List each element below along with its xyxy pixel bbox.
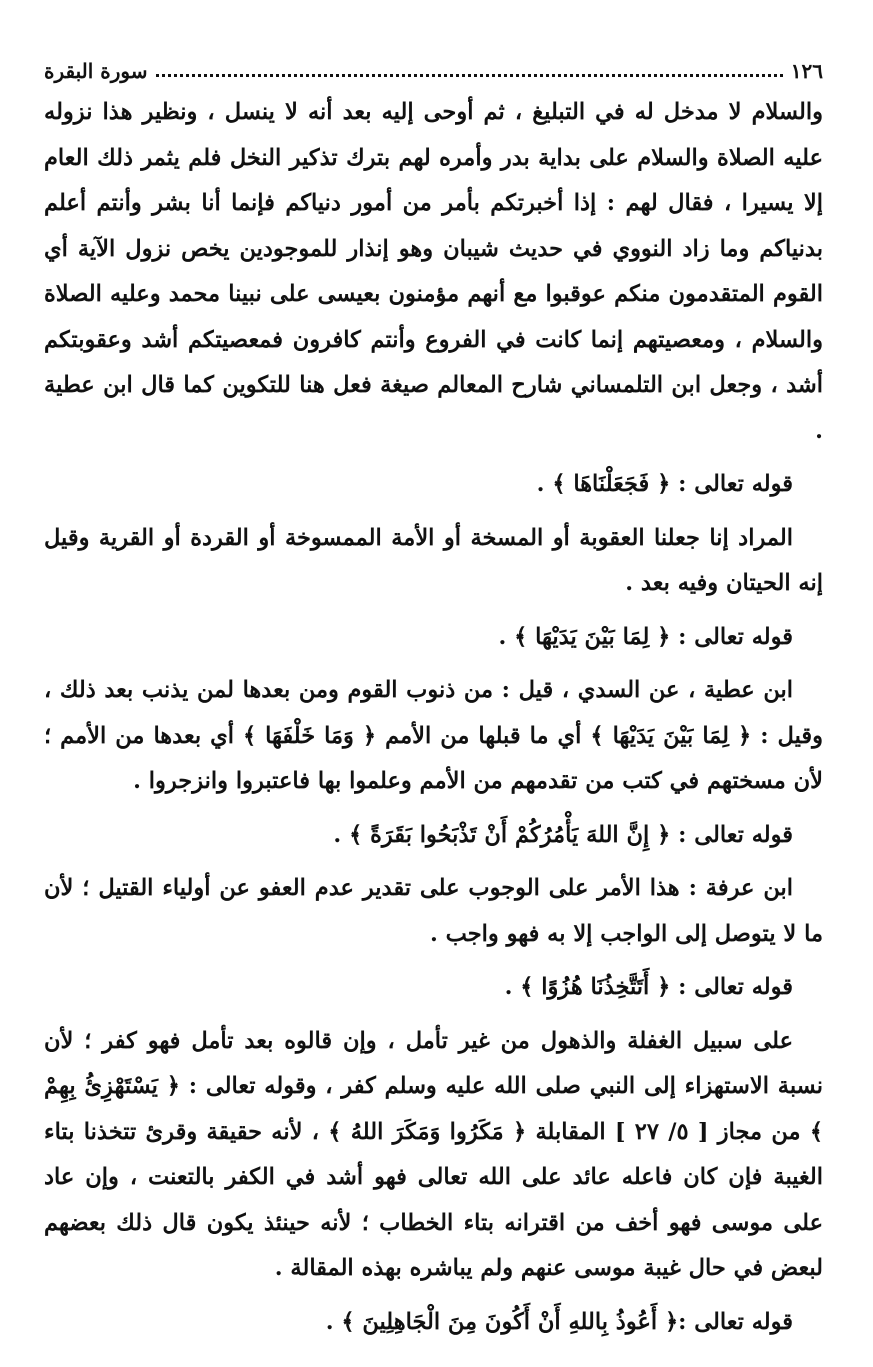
verse-heading-lima-bayna: قوله تعالى : ﴿ لِمَا بَيْنَ يَدَيْهَا ﴾ . (498, 623, 793, 650)
header-dotted-leader (156, 74, 783, 77)
page-number: ١٢٦ (790, 59, 823, 83)
paragraph-intro: والسلام لا مدخل له في التبليغ ، ثم أوحى إليه بعد أنه لا ينسل ، ونظير هذا نزوله عليه الصلاة والسلام على بداية بدر وأمره لهم بترك تذكير النخل فلم يثمر ذلك العام إلا يسيرا ، فقال لهم : إذا أخبرتكم بأمر من أمور دنياكم فإنما أنا بشر وأنتم أعلم بدنياكم وما زاد النووي في حديث شيبان وهو إنذار للموجودين يخص نزول الآية أي القوم المتقدمون منكم عوقبوا مع أنهم مؤمنون بعيسى على نبينا محمد وعليه الصلاة والسلام ، ومعصيتهم إنما كانت في الفروع وأنتم كافرون فمعصيتكم أشد وعقوبتكم أشد ، وجعل ابن التلمساني شارح المعالم صيغة فعل هنا للتكوين كما قال ابن عطية . (44, 99, 823, 444)
page-header (44, 52, 823, 90)
surah-title: سورة البقرة (44, 59, 148, 83)
paragraph-ibn-atiyya: ابن عطية ، عن السدي ، قيل : من ذنوب القوم ومن بعدها لمن يذنب بعد ذلك ، وقيل : ﴿ لِمَا بَيْنَ يَدَيْهَا ﴾ أي ما قبلها من الأمم ﴿ وَمَا خَلْفَهَا ﴾ أي بعدها من الأمم ؛ لأن مسختهم في كتب من تقدمهم من الأمم وعلموا بها فاعتبروا وانزجروا . (44, 677, 823, 794)
paragraph-meaning: المراد إنا جعلنا العقوبة أو المسخة أو الأمة الممسوخة أو القردة أو القرية وقيل إنه الحيتان وفيه بعد . (44, 524, 823, 596)
verse-heading-fajaalnaha: قوله تعالى : ﴿ فَجَعَلْنَاهَا ﴾ . (536, 471, 793, 497)
paragraph-ibn-arafa: ابن عرفة : هذا الأمر على الوجوب على تقدير عدم العفو عن أولياء القتيل ؛ لأن ما لا يتوصل إلى الواجب إلا به فهو واجب . (44, 875, 823, 947)
verse-heading-audhu: قوله تعالى :﴿ أَعُوذُ بِاللهِ أَنْ أَكُونَ مِنَ الْجَاهِلِينَ ﴾ . (325, 1308, 793, 1335)
paragraph-mockery: على سبيل الغفلة والذهول من غير تأمل ، وإن قالوه بعد تأمل فهو كفر ؛ لأن نسبة الاستهزاء إلى النبي صلى الله عليه وسلم كفر ، وقوله تعالى : ﴿ يَسْتَهْزِئُ بِهِمْ ﴾ من مجاز [ ٥/ ٢٧ ] المقابلة ﴿ مَكَرُوا وَمَكَرَ اللهُ ﴾ ، لأنه حقيقة وقرئ تتخذنا بتاء الغيبة فإن كان فاعله عائد على الله تعالى فهو أشد في الكفر بالتعنت ، وإن عاد على موسى فهو أخف من اقترانه بتاء الخطاب ؛ لأنه حينئذ يكون قال ذلك بعضهم لبعض في حال غيبة موسى عنهم ولم يباشره بهذه المقالة . (44, 1027, 824, 1281)
verse-heading-inna-allah: قوله تعالى : ﴿ إِنَّ اللهَ يَأْمُرُكُمْ أَنْ تَذْبَحُوا بَقَرَةً ﴾ . (333, 821, 793, 848)
verse-heading-atattakhidhuna: قوله تعالى : ﴿ أَتَتَّخِذُنَا هُزُوًا ﴾ . (504, 974, 793, 1000)
